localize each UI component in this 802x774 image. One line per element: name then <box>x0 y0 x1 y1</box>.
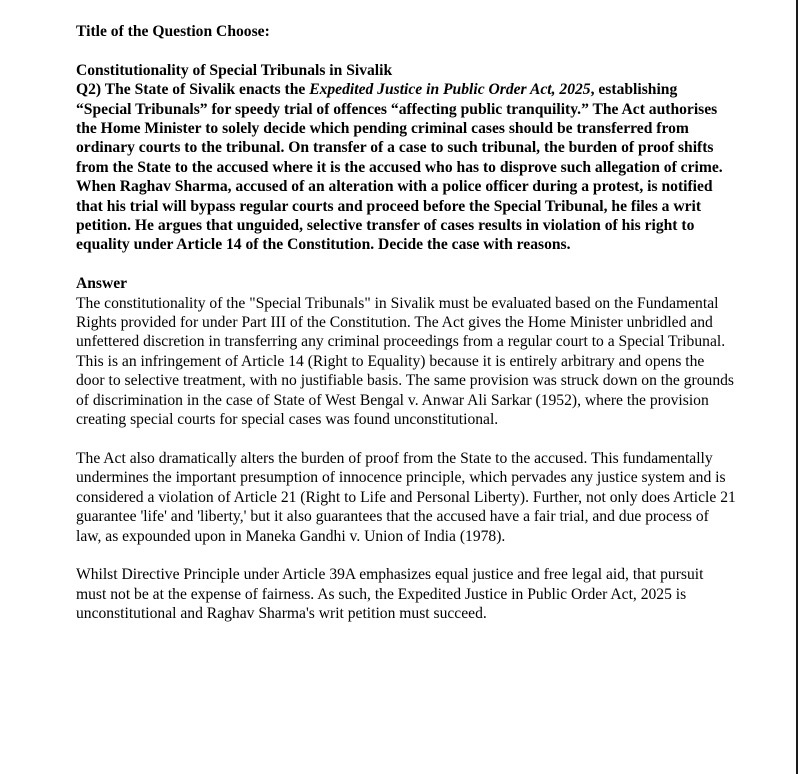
spacer <box>76 430 736 449</box>
answer-label: Answer <box>76 275 128 293</box>
spacer <box>76 255 736 274</box>
answer-paragraph-3: Whilst Directive Principle under Article 39A emphasizes equal justice and free legal aid, that pursuit must not be at the expense of fairness. As such, the Expedited Justice in Public Order Act, 2025 is unconstitutional and Raghav Sharma's writ petition must succeed. <box>76 566 704 623</box>
answer-paragraph-2: The Act also dramatically alters the burden of proof from the State to the accused. This fundamentally undermines the important presumption of innocence principle, which pervades any justice system and is considered a violation of Article 21 (Right to Life and Personal Liberty). Further, not only does Article 21 guarantee 'life' and 'liberty,' but it also guarantees that the accused have a fair trial, and due process of law, as expounded upon in Maneka Gandhi v. Union of India (1978). <box>76 449 736 545</box>
act-name: Expedited Justice in Public Order Act, 2025 <box>309 81 591 99</box>
question-prefix: Q2) The State of Sivalik enacts the <box>76 81 310 99</box>
spacer <box>76 41 736 60</box>
question-text <box>76 80 736 255</box>
spacer <box>76 546 736 565</box>
answer-paragraph-1: The constitutionality of the "Special Tribunals" in Sivalik must be evaluated based on the Fundamental Rights provided for under Part III of the Constitution. The Act gives the Home Minister unbridled and unfettered discretion in transferring any criminal proceedings from a regular court to a Special Tribunal. This is an infringement of Article 14 (Right to Equality) because it is entirely arbitrary and opens the door to selective treatment, with no justifiable basis. The same provision was struck down on the grounds of discrimination in the case of State of West Bengal v. Anwar Ali Sarkar (1952), where the provision creating special courts for special cases was found unconstitutional. <box>76 294 734 429</box>
question-body: , establishing “Special Tribunals” for speedy trial of offences “affecting public tranquility.” The Act authorises the Home Minister to solely decide which pending criminal cases should be transferred from ordinary courts to the tribunal. On transfer of a case to such tribunal, the burden of proof shifts from the State to the accused where it is the accused who has to disprove such allegation of crime. When Raghav Sharma, accused of an alteration with a police officer during a protest, is notified that his trial will bypass regular courts and proceed before the Special Tribunal, he files a writ petition. He argues that unguided, selective transfer of cases results in violation of his right to equality under Article 14 of the Constitution. Decide the case with reasons. <box>76 81 723 254</box>
title-label: Title of the Question Choose: <box>76 23 270 40</box>
question-title: Constitutionality of Special Tribunals in Sivalik <box>76 61 393 79</box>
document-content <box>76 22 736 624</box>
